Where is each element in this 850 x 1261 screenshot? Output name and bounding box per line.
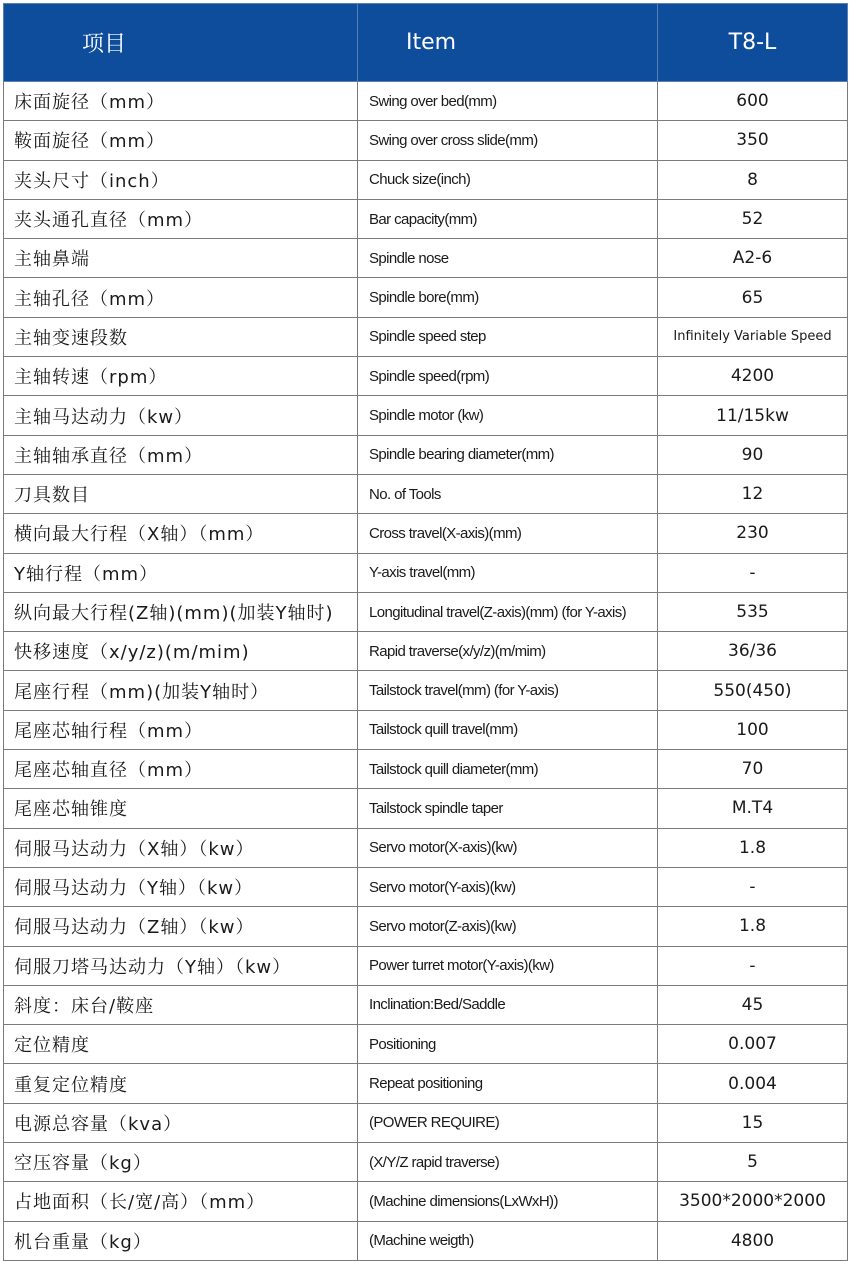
header-chinese-item: 项目 <box>4 4 358 82</box>
spec-name-english: Cross travel(X-axis)(mm) <box>358 514 658 553</box>
table-row <box>4 1221 848 1260</box>
spec-name-chinese: 伺服马达动力（Z轴）（kw） <box>4 907 358 946</box>
spec-name-english: Repeat positioning <box>358 1064 658 1103</box>
spec-value: - <box>658 946 848 985</box>
table-row <box>4 239 848 278</box>
spec-name-chinese: 伺服马达动力（X轴）（kw） <box>4 828 358 867</box>
spec-value: 4800 <box>658 1221 848 1260</box>
spec-name-chinese: 床面旋径（mm） <box>4 82 358 121</box>
spec-name-chinese: 主轴鼻端 <box>4 239 358 278</box>
spec-name-english: Swing over bed(mm) <box>358 82 658 121</box>
table-row <box>4 278 848 317</box>
spec-name-chinese: 占地面积（长/宽/高）（mm） <box>4 1182 358 1221</box>
spec-name-chinese: 主轴轴承直径（mm） <box>4 435 358 474</box>
spec-value: 52 <box>658 199 848 238</box>
spec-value: 535 <box>658 592 848 631</box>
spec-name-english: Swing over cross slide(mm) <box>358 121 658 160</box>
spec-name-english: (POWER REQUIRE) <box>358 1103 658 1142</box>
spec-name-chinese: 刀具数目 <box>4 474 358 513</box>
spec-name-chinese: 电源总容量（kva） <box>4 1103 358 1142</box>
spec-name-chinese: 夹头通孔直径（mm） <box>4 199 358 238</box>
spec-body <box>4 82 848 1261</box>
spec-name-chinese: 主轴马达动力（kw） <box>4 396 358 435</box>
spec-value: 1.8 <box>658 828 848 867</box>
spec-name-english: Spindle nose <box>358 239 658 278</box>
table-row <box>4 789 848 828</box>
spec-value: M.T4 <box>658 789 848 828</box>
spec-value: 3500*2000*2000 <box>658 1182 848 1221</box>
spec-name-chinese: 定位精度 <box>4 1025 358 1064</box>
table-row <box>4 1064 848 1103</box>
spec-name-chinese: 尾座芯轴直径（mm） <box>4 750 358 789</box>
header-row <box>4 4 848 82</box>
table-row <box>4 867 848 906</box>
spec-value: A2-6 <box>658 239 848 278</box>
header-model: T8-L <box>658 4 848 82</box>
table-row <box>4 82 848 121</box>
spec-name-chinese: 鞍面旋径（mm） <box>4 121 358 160</box>
table-row <box>4 671 848 710</box>
spec-name-english: Rapid traverse(x/y/z)(m/mim) <box>358 632 658 671</box>
spec-name-english: (X/Y/Z rapid traverse) <box>358 1143 658 1182</box>
table-row <box>4 828 848 867</box>
spec-name-chinese: 尾座芯轴锥度 <box>4 789 358 828</box>
spec-name-english: Spindle speed step <box>358 317 658 356</box>
spec-name-chinese: 尾座行程（mm)(加装Y轴时） <box>4 671 358 710</box>
table-row <box>4 1103 848 1142</box>
spec-value: 5 <box>658 1143 848 1182</box>
spec-name-english: Spindle speed(rpm) <box>358 357 658 396</box>
spec-table <box>3 3 848 1261</box>
table-row <box>4 160 848 199</box>
spec-value: 4200 <box>658 357 848 396</box>
spec-value: 65 <box>658 278 848 317</box>
spec-name-chinese: 主轴变速段数 <box>4 317 358 356</box>
spec-value: 12 <box>658 474 848 513</box>
spec-name-english: Y-axis travel(mm) <box>358 553 658 592</box>
spec-name-chinese: 重复定位精度 <box>4 1064 358 1103</box>
spec-value: 0.007 <box>658 1025 848 1064</box>
spec-value: 600 <box>658 82 848 121</box>
spec-name-english: Servo motor(X-axis)(kw) <box>358 828 658 867</box>
spec-value: 15 <box>658 1103 848 1142</box>
spec-value: - <box>658 553 848 592</box>
spec-name-english: Tailstock quill travel(mm) <box>358 710 658 749</box>
spec-name-chinese: 斜度：床台/鞍座 <box>4 985 358 1024</box>
spec-value: 230 <box>658 514 848 553</box>
table-row <box>4 592 848 631</box>
table-row <box>4 946 848 985</box>
spec-value: 0.004 <box>658 1064 848 1103</box>
spec-name-english: Tailstock travel(mm) (for Y-axis) <box>358 671 658 710</box>
table-row <box>4 396 848 435</box>
table-row <box>4 710 848 749</box>
spec-value: 36/36 <box>658 632 848 671</box>
table-row <box>4 317 848 356</box>
spec-name-chinese: 尾座芯轴行程（mm） <box>4 710 358 749</box>
spec-value: 11/15kw <box>658 396 848 435</box>
spec-name-chinese: 纵向最大行程(Z轴)(mm)(加装Y轴时) <box>4 592 358 631</box>
spec-name-english: Power turret motor(Y-axis)(kw) <box>358 946 658 985</box>
table-row <box>4 985 848 1024</box>
spec-name-english: Servo motor(Y-axis)(kw) <box>358 867 658 906</box>
table-row <box>4 553 848 592</box>
spec-name-english: Longitudinal travel(Z-axis)(mm) (for Y-axis) <box>358 592 658 631</box>
table-row <box>4 750 848 789</box>
table-row <box>4 435 848 474</box>
spec-value: 550(450) <box>658 671 848 710</box>
spec-name-chinese: 主轴孔径（mm） <box>4 278 358 317</box>
spec-name-english: Tailstock spindle taper <box>358 789 658 828</box>
spec-name-english: No. of Tools <box>358 474 658 513</box>
spec-name-chinese: 快移速度（x/y/z)(m/mim) <box>4 632 358 671</box>
spec-name-english: Tailstock quill diameter(mm) <box>358 750 658 789</box>
spec-name-chinese: 夹头尺寸（inch） <box>4 160 358 199</box>
table-row <box>4 121 848 160</box>
spec-name-english: Servo motor(Z-axis)(kw) <box>358 907 658 946</box>
spec-name-english: Positioning <box>358 1025 658 1064</box>
header-english-item: Item <box>358 4 658 82</box>
spec-value: Infinitely Variable Speed <box>658 317 848 356</box>
spec-name-english: Spindle bore(mm) <box>358 278 658 317</box>
spec-name-chinese: 伺服马达动力（Y轴）（kw） <box>4 867 358 906</box>
spec-name-english: Inclination:Bed/Saddle <box>358 985 658 1024</box>
spec-name-chinese: 伺服刀塔马达动力（Y轴）（kw） <box>4 946 358 985</box>
spec-value: 90 <box>658 435 848 474</box>
table-row <box>4 1025 848 1064</box>
table-row <box>4 1143 848 1182</box>
table-row <box>4 474 848 513</box>
spec-value: 100 <box>658 710 848 749</box>
spec-value: 70 <box>658 750 848 789</box>
spec-name-english: (Machine dimensions(LxWxH)) <box>358 1182 658 1221</box>
table-row <box>4 514 848 553</box>
spec-name-chinese: 机台重量（kg） <box>4 1221 358 1260</box>
spec-value: 1.8 <box>658 907 848 946</box>
table-row <box>4 357 848 396</box>
spec-value: 45 <box>658 985 848 1024</box>
spec-value: 350 <box>658 121 848 160</box>
spec-value: - <box>658 867 848 906</box>
spec-name-chinese: 横向最大行程（X轴）（mm） <box>4 514 358 553</box>
spec-name-chinese: Y轴行程（mm） <box>4 553 358 592</box>
spec-name-chinese: 空压容量（kg） <box>4 1143 358 1182</box>
spec-name-english: (Machine weigth) <box>358 1221 658 1260</box>
table-row <box>4 632 848 671</box>
spec-value: 8 <box>658 160 848 199</box>
spec-name-chinese: 主轴转速（rpm） <box>4 357 358 396</box>
table-row <box>4 199 848 238</box>
spec-name-english: Chuck size(inch) <box>358 160 658 199</box>
table-row <box>4 1182 848 1221</box>
spec-name-english: Spindle motor (kw) <box>358 396 658 435</box>
spec-name-english: Spindle bearing diameter(mm) <box>358 435 658 474</box>
table-row <box>4 907 848 946</box>
spec-name-english: Bar capacity(mm) <box>358 199 658 238</box>
